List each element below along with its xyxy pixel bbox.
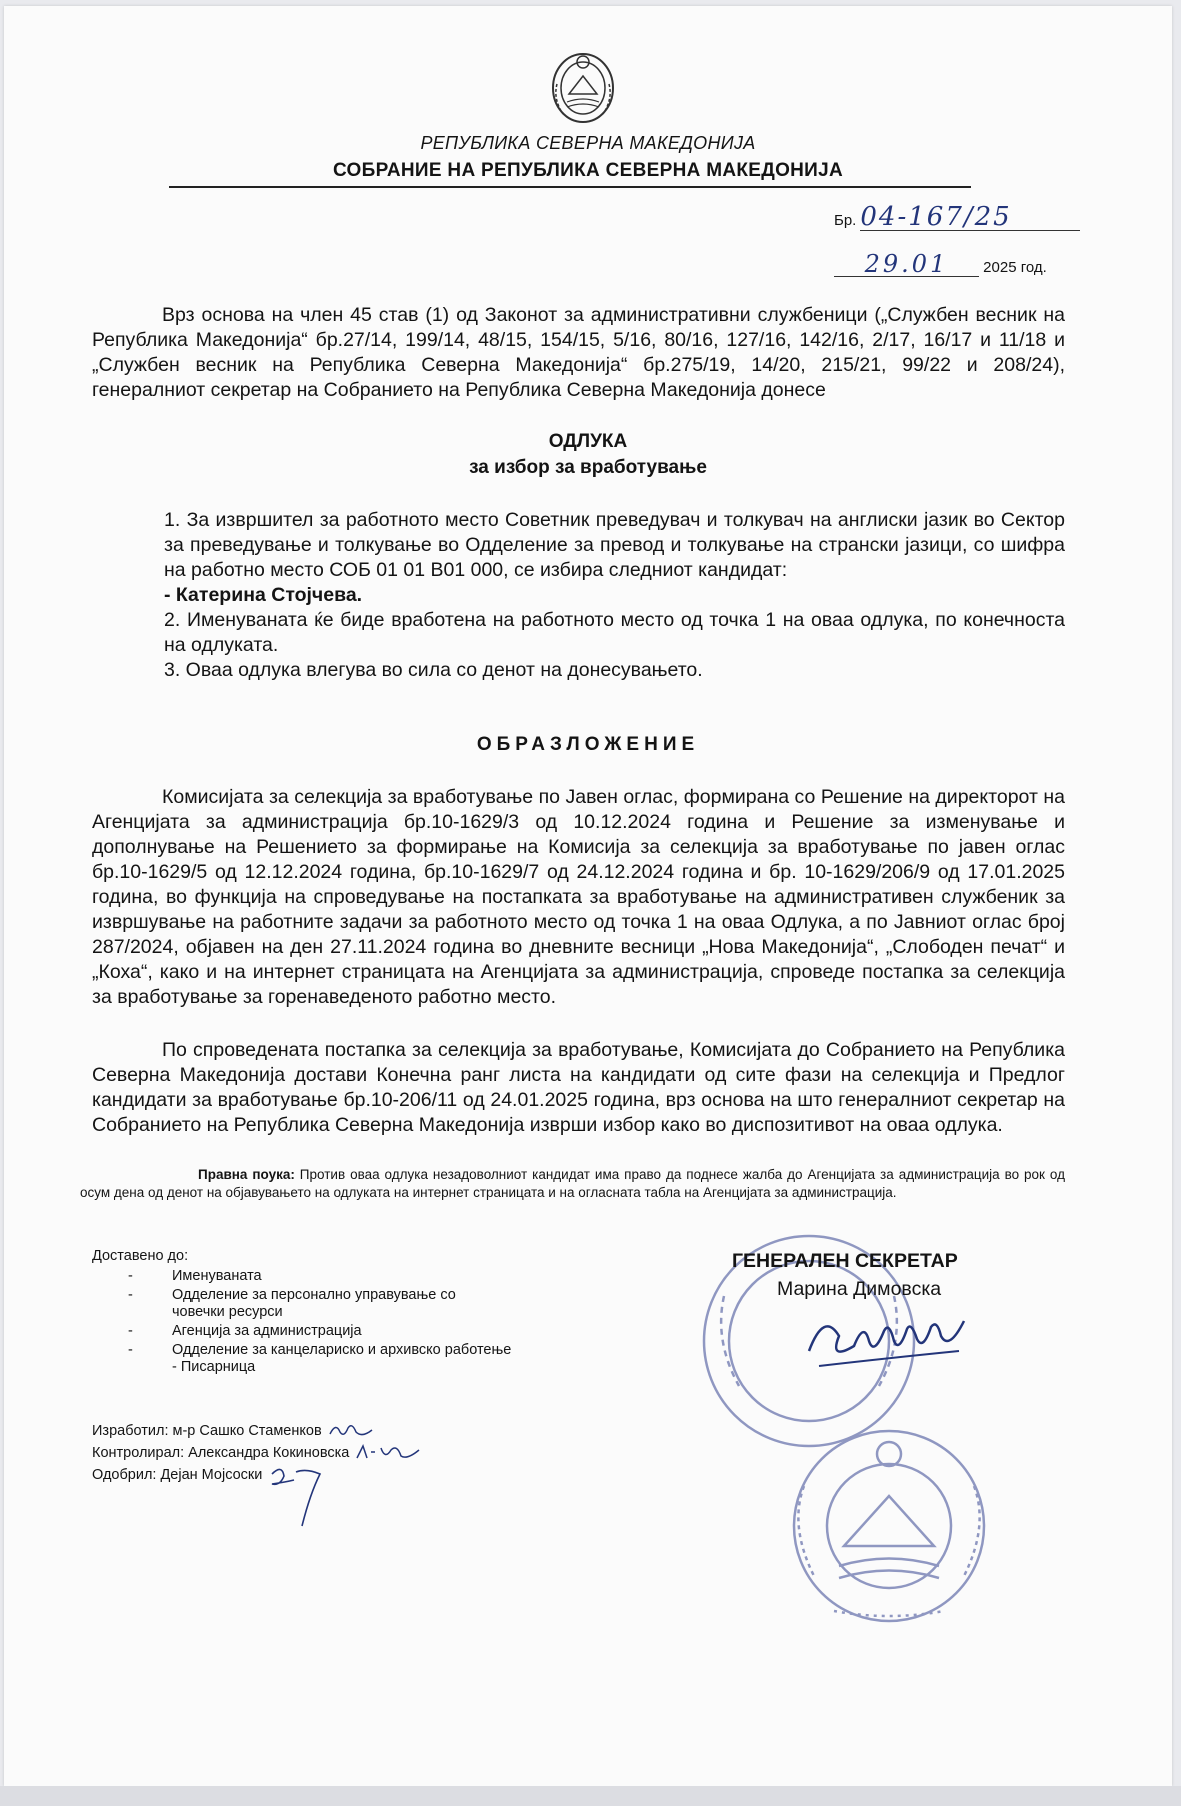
date-handwritten: 29.01 bbox=[834, 252, 979, 277]
prepared-checked: Контролирал: Александра Кокиновска bbox=[92, 1442, 423, 1464]
decision-item-1: 1. За извршител за работното место Советник преведувач и толкувач на англиски јазик во Сектор за преведување и толкување во Одделение за превод и толкување на странски јазици, со шифра на работно место СОБ 01 01 В01 000, се избира следниот кандидат: bbox=[164, 509, 1065, 581]
delivered-label: Доставено до: bbox=[92, 1248, 189, 1264]
assembly-name: СОБРАНИЕ НА РЕПУБЛИКА СЕВЕРНА МАКЕДОНИЈА bbox=[332, 160, 844, 181]
intro-paragraph: Врз основа на член 45 став (1) од Законот за административни службеници („Службен весник на Република Македонија“ бр.27/14, 199/14, 48/15, 154/15, 5/16, 80/16, 127/16, 142/16, 2/17, 16/17 и 11/18 и „Службен весник на Република Северна Македонија“ бр.275/19, 14/20, 215/21, 99/22 и 208/24), генералниот секретар на Собранието на Република Северна Македонија донесе bbox=[92, 304, 1065, 401]
delivered-to bbox=[92, 1248, 552, 1378]
reference-label: Бр. bbox=[834, 212, 857, 229]
reasoning-title: ОБРАЗЛОЖЕНИЕ bbox=[476, 734, 700, 755]
list-item: - Одделение за персонално управување со човечки ресурси bbox=[92, 1287, 552, 1321]
legal-remedy bbox=[80, 1166, 1065, 1202]
date-year: 2025 год. bbox=[983, 259, 1047, 276]
list-item: - Одделение за канцелариско и архивско работење - Писарница bbox=[92, 1342, 552, 1376]
selected-candidate: - Катерина Стојчева. bbox=[164, 584, 363, 606]
bottom-strip bbox=[0, 1786, 1181, 1806]
document-page bbox=[4, 6, 1172, 1786]
decision-title: ОДЛУКА bbox=[548, 431, 628, 452]
prepared-made: Изработил: м-р Сашко Стаменков bbox=[92, 1420, 423, 1442]
delivered-list bbox=[92, 1268, 552, 1376]
signatory-name: Марина Димовска bbox=[777, 1278, 942, 1300]
coat-of-arms-icon bbox=[547, 44, 619, 126]
header-divider bbox=[169, 186, 971, 188]
decision-item-2: 2. Именуваната ќе биде вработена на работното место од точка 1 на оваа одлука, по конечноста на одлуката. bbox=[164, 609, 1065, 656]
signatory-title: ГЕНЕРАЛЕН СЕКРЕТАР bbox=[732, 1250, 958, 1272]
reference-handwritten: 04-167/25 bbox=[860, 204, 1080, 231]
republic-name: РЕПУБЛИКА СЕВЕРНА МАКЕДОНИЈА bbox=[420, 133, 756, 153]
reasoning-paragraph-2: По спроведената постапка за селекција за вработување, Комисијата до Собранието на Република Северна Македонија достави Конечна ранг листа на кандидати од сите фази на селекција и Предлог кандидати за вработување бр.10-206/11 од 24.01.2025 година, врз основа на што генералниот секретар на Собранието на Република Северна Македонија изврши избор како во диспозитивот на оваа одлука. bbox=[92, 1039, 1065, 1136]
initials-icon bbox=[326, 1420, 376, 1442]
decision-item-3: 3. Оваа одлука влегува во сила со денот на донесувањето. bbox=[164, 659, 703, 681]
legal-remedy-label: Правна поука: bbox=[198, 1167, 295, 1182]
decision-subtitle: за избор за вработување bbox=[469, 457, 707, 478]
decision-items bbox=[164, 508, 1065, 683]
list-item: - Агенција за администрација bbox=[92, 1323, 552, 1340]
signature-icon bbox=[799, 1291, 979, 1381]
initials-icon bbox=[353, 1442, 423, 1464]
legal-remedy-text: Против оваа одлука незадоволниот кандидат има право да поднесе жалба до Агенцијата за администрација во рок од осум дена од денот на објавувањето на одлуката на интернет страницата и на огласната табла на Агенцијата за администрација. bbox=[80, 1167, 1065, 1200]
initials-icon bbox=[266, 1464, 336, 1534]
prepared-by-block bbox=[92, 1420, 423, 1534]
reasoning-paragraph-1: Комисијата за селекција за вработување по Јавен оглас, формирана со Решение на директорот на Агенцијата за администрација бр.10-1629/3 од 10.12.2024 година и Решение за изменување и дополнување на Решението за формирање на Комисија за селекција за вработување по јавен оглас бр.10-1629/5 од 12.12.2024 година, бр.10-1629/7 од 24.12.2024 година и бр. 10-1629/206/9 од 17.01.2025 година, во функција на спроведување на постапката за вработување на административен службеник за извршување на работните задачи за работното место од точка 1 на оваа Одлука, а по Јавниот оглас број 287/2024, објавен на ден 27.11.2024 година во дневните весници „Нова Македонија“, „Слободен печат“ и „Коха“, како и на интернет страницата на Агенцијата за администрација, спроведе постапка за селекција за вработување за горенаведеното работно место. bbox=[92, 786, 1065, 1008]
reference-number bbox=[834, 204, 1080, 231]
list-item: - Именуваната bbox=[92, 1268, 552, 1285]
document-date bbox=[834, 252, 1047, 277]
prepared-approved: Одобрил: Дејан Мојсоски bbox=[92, 1464, 423, 1534]
